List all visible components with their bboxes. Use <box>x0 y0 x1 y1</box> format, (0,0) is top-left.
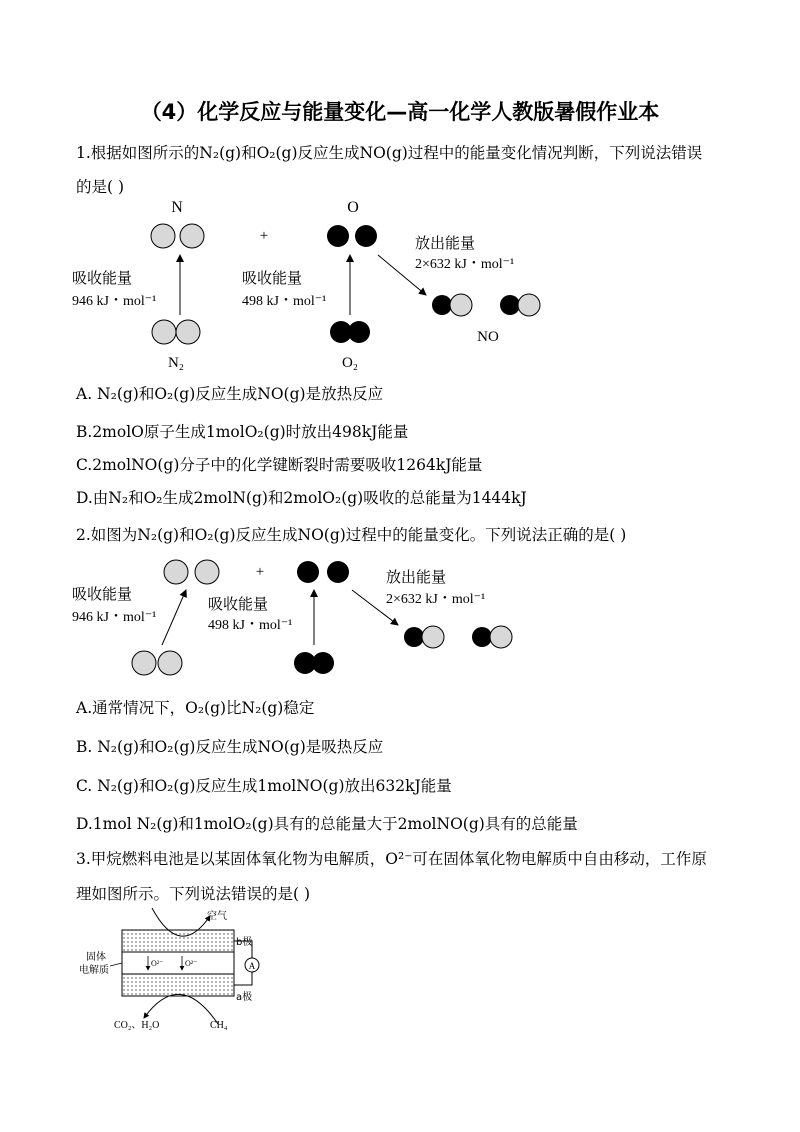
electrode-b <box>122 930 234 952</box>
no-molecule-n-atom <box>490 626 512 648</box>
o-atom <box>327 225 349 247</box>
q1-absorb-n2-title: 吸收能量 <box>72 269 133 287</box>
q1-option-b: B.2molO原子生成1molO₂(g)时放出498kJ能量 <box>76 423 409 441</box>
o-atom <box>327 561 349 583</box>
q1-absorb-o2-value: 498 kJ・mol⁻¹ <box>242 294 327 309</box>
solid-electrolyte <box>122 952 234 974</box>
q1-option-c: C.2molNO(g)分子中的化学键断裂时需要吸收1264kJ能量 <box>76 456 483 474</box>
q2-release-value: 2×632 kJ・mol⁻¹ <box>386 592 486 607</box>
electrolyte-label-line1: 固体 <box>86 952 106 963</box>
q1-release-value: 2×632 kJ・mol⁻¹ <box>415 257 515 272</box>
q1-option-a: A. N₂(g)和O₂(g)反应生成NO(g)是放热反应 <box>76 385 384 403</box>
n2-molecule-atom <box>176 320 200 344</box>
q1-stem-line1: 1.根据如图所示的N₂(g)和O₂(g)反应生成NO(g)过程中的能量变化情况判断，下列说法错误 <box>76 144 703 162</box>
ammeter-label: A <box>248 961 256 971</box>
fuel-label: CH₄ <box>210 1020 228 1031</box>
no-molecule-o-atom <box>500 295 520 315</box>
no-molecule-o-atom <box>472 627 492 647</box>
q2-absorb-o2-value: 498 kJ・mol⁻¹ <box>208 618 293 633</box>
no-molecule-o-atom <box>432 295 452 315</box>
q1-stem-line2: 的是( ) <box>76 178 125 196</box>
no-molecule-o-atom <box>404 627 424 647</box>
q2-energy-diagram <box>60 553 540 683</box>
n-atom <box>195 560 219 584</box>
q2-absorb-n2-title: 吸收能量 <box>72 585 133 603</box>
q3-stem-line2: 理如图所示。下列说法错误的是( ) <box>76 885 311 903</box>
n2-molecule-atom <box>158 651 182 675</box>
n-atom <box>180 224 204 248</box>
electrode-a <box>122 974 234 996</box>
q1-absorb-o2-title: 吸收能量 <box>242 269 303 287</box>
air-label: 空气 <box>207 911 227 922</box>
ion-label-1: O²⁻ <box>151 959 164 968</box>
no-molecule-n-atom <box>518 294 540 316</box>
q2-plus: + <box>255 564 265 580</box>
o2-molecule-atom <box>312 652 334 674</box>
electrolyte-pointer <box>110 963 122 966</box>
q1-label-no: NO <box>477 329 499 345</box>
q1-energy-diagram <box>60 195 580 375</box>
product-label: CO₂、H₂O <box>114 1020 160 1031</box>
no-molecule-n-atom <box>450 294 472 316</box>
q2-absorb-n2-value: 946 kJ・mol⁻¹ <box>72 610 157 625</box>
q1-label-o2: O₂ <box>341 355 359 371</box>
electrolyte-label-line2: 电解质 <box>79 965 109 976</box>
q2-option-b: B. N₂(g)和O₂(g)反应生成NO(g)是吸热反应 <box>76 738 384 756</box>
ion-label-2: O²⁻ <box>185 959 198 968</box>
q2-option-c: C. N₂(g)和O₂(g)反应生成1molNO(g)放出632kJ能量 <box>76 777 452 795</box>
wire-bottom <box>234 972 252 985</box>
q1-release-title: 放出能量 <box>415 234 476 252</box>
n2-molecule-atom <box>152 320 176 344</box>
q2-absorb-o2-title: 吸收能量 <box>208 595 269 613</box>
page-title: （4）化学反应与能量变化—高一化学人教版暑假作业本 <box>140 100 660 124</box>
q3-stem-line1: 3.甲烷燃料电池是以某固体氧化物为电解质，O²⁻可在固体氧化物电解质中自由移动，工作原 <box>76 850 707 868</box>
o-atom <box>355 225 377 247</box>
q1-absorb-n2-value: 946 kJ・mol⁻¹ <box>72 294 157 309</box>
q2-option-a: A.通常情况下，O₂(g)比N₂(g)稳定 <box>76 699 315 717</box>
electrode-b-label: b极 <box>236 937 253 948</box>
q1-label-n2: N₂ <box>167 355 185 371</box>
o-atom <box>297 561 319 583</box>
q1-option-d: D.由N₂和O₂生成2molN(g)和2molO₂(g)吸收的总能量为1444kJ <box>76 489 527 507</box>
q1-label-n: N <box>171 199 183 216</box>
electrode-a-label: a极 <box>236 992 253 1003</box>
n2-molecule-atom <box>132 651 156 675</box>
q2-release-title: 放出能量 <box>386 568 447 586</box>
n-atom <box>164 560 188 584</box>
q2-stem: 2.如图为N₂(g)和O₂(g)反应生成NO(g)过程中的能量变化。下列说法正确的是( ) <box>76 526 627 544</box>
q2-option-d: D.1mol N₂(g)和1molO₂(g)具有的总能量大于2molNO(g)具有的总能量 <box>76 815 578 833</box>
q1-label-o: O <box>347 199 359 216</box>
no-molecule-n-atom <box>422 626 444 648</box>
q1-plus: + <box>259 228 269 244</box>
q2-absorb-n2-arrow <box>162 590 186 645</box>
o2-molecule-atom <box>348 321 370 343</box>
n-atom <box>151 224 175 248</box>
q3-fuel-cell-diagram <box>70 908 270 1033</box>
